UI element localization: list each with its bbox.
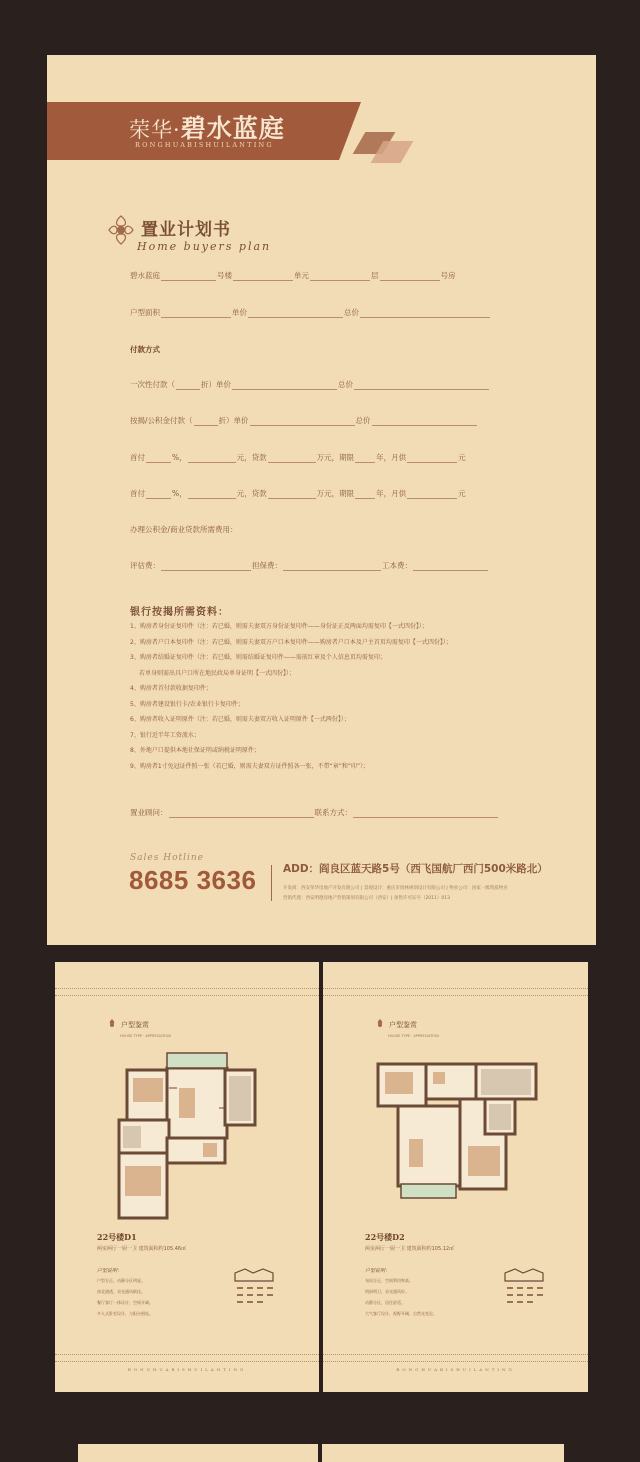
band-label: RONGHUABISHUILANTING [127, 1367, 247, 1372]
fill-line[interactable] [283, 563, 381, 571]
fill-line[interactable] [355, 455, 375, 463]
row-label: 元 [458, 489, 466, 498]
fees-label: 办理公积金/商业贷款所需费用： [130, 525, 238, 534]
next-sheet-left [78, 1444, 318, 1462]
band-label: RONGHUABISHUILANTING [396, 1367, 515, 1372]
row-label: 号房 [440, 271, 456, 280]
row-label: 户型面积 [130, 308, 160, 317]
list-item: 8、外地户口提供本地社保证明或纳税证明原件； [130, 747, 260, 754]
ornament-icon [107, 213, 135, 247]
list-item: 若单身则需出具户口所在地民政局单身证明【一式四份】）； [139, 669, 296, 677]
row-label: 折）单价 [201, 380, 231, 389]
full-pay-row [130, 379, 490, 390]
row-label: 元，贷款 [236, 489, 267, 498]
list-item: 南北通透，采光通风极佳。 [97, 1289, 145, 1294]
features-list [97, 1275, 153, 1319]
address: ADD：阎良区蓝天路5号（西飞国航厂西门500米路北） [283, 863, 548, 875]
row-label: 年，月供 [376, 489, 407, 498]
list-item: 7、银行近半年工资流水； [130, 731, 200, 739]
fill-line[interactable] [194, 418, 218, 426]
row-label: 折）单价 [218, 416, 249, 425]
fine-print: 营销代理：西安明德房地产营销策划有限公司（西安）| 预售许可证号（2011）013 [283, 896, 450, 901]
brand-title [129, 109, 285, 145]
card-logo-subtitle: HOUSE TYPE · APPRECIATION [120, 1034, 171, 1038]
brand-prefix: 荣华· [129, 118, 181, 142]
fill-line[interactable] [248, 310, 343, 318]
fill-line[interactable] [353, 810, 498, 818]
floorplan-d2 [373, 1054, 543, 1214]
next-sheet-right [322, 1444, 564, 1462]
fill-line[interactable] [372, 418, 477, 426]
fill-line[interactable] [233, 273, 293, 281]
row-label: 首付 [130, 453, 145, 462]
list-item: 动静分区，居住舒适。 [365, 1300, 405, 1305]
card-logo-title: 户型鉴赏 [121, 1021, 149, 1029]
building-keymap [503, 1267, 545, 1307]
border-band [323, 1354, 588, 1362]
row-label: 碧水蓝庭 [130, 271, 160, 280]
fill-line[interactable] [355, 491, 375, 499]
list-item: 2、购房者户口本复印件（注：若已婚，则需夫妻双方户口本复印件——购房者户口本及户主首页均需复印【一式四份】）； [130, 638, 452, 646]
list-item: 餐厅客厅一体设计，空间开阔。 [97, 1300, 153, 1305]
fill-line[interactable] [146, 455, 171, 463]
brand-pinyin: RONGHUABISHUILANTING [135, 141, 274, 149]
plan-sheet [47, 55, 596, 945]
area-row [130, 307, 491, 318]
row-label: 总价 [344, 308, 359, 317]
list-item: 9、购房者1寸免冠证件照一张（若已婚，则需夫妻双方证件照各一张，不带“章”和“印”）； [130, 762, 370, 770]
fill-line[interactable] [146, 491, 171, 499]
list-item: 6、购房者收入证明原件（注：若已婚，则需夫妻双方收入证明原件【一式两份】）； [130, 716, 350, 723]
fill-line[interactable] [407, 491, 457, 499]
fill-line[interactable] [380, 273, 440, 281]
list-item: 1、购房者身份证复印件（注：若已婚，则需夫妻双方身份证复印件——身份证正反两面均需复印【一式四份】）； [130, 623, 428, 630]
features-heading: 户型说明： [97, 1268, 123, 1274]
hotline-label: Sales Hotline [130, 853, 204, 863]
fill-line[interactable] [176, 382, 200, 390]
row-label: %， [172, 453, 187, 462]
row-label: 首付 [130, 489, 145, 498]
row-label: 单价 [232, 308, 247, 317]
fill-line[interactable] [354, 382, 489, 390]
ornament-icon [107, 1019, 117, 1031]
down-payment-row-1 [130, 452, 466, 463]
card-logo-title: 户型鉴赏 [389, 1021, 417, 1029]
fill-line[interactable] [268, 455, 316, 463]
down-payment-row-2 [130, 488, 466, 499]
fill-line[interactable] [188, 455, 236, 463]
fill-line[interactable] [413, 563, 488, 571]
row-label: 总价 [355, 416, 371, 425]
fill-line[interactable] [407, 455, 457, 463]
floorplan-card-d2 [323, 962, 588, 1392]
card-title: 22号楼D2 [365, 1232, 405, 1242]
list-item: 户型方正，动静分区明显。 [97, 1278, 145, 1283]
row-label: 元，贷款 [236, 453, 267, 462]
row-label: 总价 [338, 380, 353, 389]
floorplan-card-d1 [55, 962, 319, 1392]
features-list [365, 1275, 437, 1319]
border-band [323, 988, 588, 996]
divider [271, 865, 272, 901]
list-item: 多人式卧室设计，与阳台相连。 [97, 1311, 153, 1316]
row-label: 工本费： [382, 561, 412, 570]
consultant-row [130, 807, 499, 818]
plan-title: 置业计划书 [141, 220, 231, 240]
list-item: 大气客厅设计，视野开阔，自然光充足。 [365, 1311, 437, 1316]
row-label: 单元 [294, 271, 309, 280]
row-label: 置业顾问： [130, 808, 168, 817]
hotline-number[interactable]: 8685 3636 [129, 865, 257, 895]
list-item: 布局方正，空间利用率高。 [365, 1278, 413, 1283]
card-logo-subtitle: HOUSE TYPE · APPRECIATION [388, 1034, 439, 1038]
row-label: 按揭/公积金付款（ [130, 416, 193, 425]
row-label: 万元，期限 [316, 453, 355, 462]
row-label: 担保费： [252, 561, 282, 570]
border-band [55, 1354, 319, 1362]
fill-line[interactable] [250, 418, 355, 426]
list-item: 明厨明卫，采光通风好。 [365, 1289, 409, 1294]
card-logo [375, 1019, 417, 1031]
fill-line[interactable] [360, 310, 490, 318]
fill-line[interactable] [161, 273, 216, 281]
card-title: 22号楼D1 [97, 1232, 137, 1242]
unit-row [130, 270, 456, 281]
fill-line[interactable] [232, 382, 337, 390]
features-heading: 户型说明： [365, 1268, 391, 1274]
bank-docs-list [130, 619, 452, 774]
list-item: 5、购房者建设银行卡/农业银行卡复印件； [130, 700, 244, 708]
ornament-icon [375, 1019, 385, 1031]
floorplan-d1 [117, 1048, 262, 1223]
payment-title: 付款方式 [130, 345, 160, 354]
loan-pay-row [130, 415, 478, 426]
row-label: 一次性付款（ [130, 380, 175, 389]
row-label: 元 [458, 453, 466, 462]
fill-line[interactable] [169, 810, 314, 818]
row-label: 层 [371, 271, 379, 280]
bank-docs-title: 银行按揭所需资料： [130, 607, 229, 618]
fill-line[interactable] [161, 310, 231, 318]
card-meta: 两室两厅一厨一卫 建筑面积约105.12㎡ [365, 1246, 455, 1252]
list-item: 4、购房者首付款收据复印件； [130, 685, 212, 692]
card-logo [107, 1019, 149, 1031]
plan-subtitle: Home buyers plan [137, 240, 272, 253]
fill-line[interactable] [161, 563, 251, 571]
brand-main: 碧水蓝庭 [180, 114, 285, 143]
fill-line[interactable] [188, 491, 236, 499]
border-band [55, 988, 319, 996]
fill-line[interactable] [268, 491, 316, 499]
row-label: 万元，期限 [316, 489, 355, 498]
list-item: 3、购房者结婚证复印件（注：若已婚，则需结婚证复印件——需前红章及个人信息页均需复印； [130, 654, 386, 661]
row-label: 号楼 [217, 271, 232, 280]
card-meta: 两室两厅一厨一卫 建筑面积约105.46㎡ [97, 1246, 187, 1252]
fine-print: 开发商：西安荣华房地产开发有限公司 | 景观设计：重庆市园林规划设计有限公司 | 物业公司：国家一级资质物业 [283, 886, 508, 891]
fees-row [130, 560, 489, 571]
row-label: 联系方式： [314, 808, 352, 817]
building-keymap [233, 1267, 275, 1307]
row-label: 年，月供 [376, 453, 407, 462]
row-label: %， [172, 489, 187, 498]
row-label: 评估费： [130, 561, 160, 570]
fill-line[interactable] [310, 273, 370, 281]
